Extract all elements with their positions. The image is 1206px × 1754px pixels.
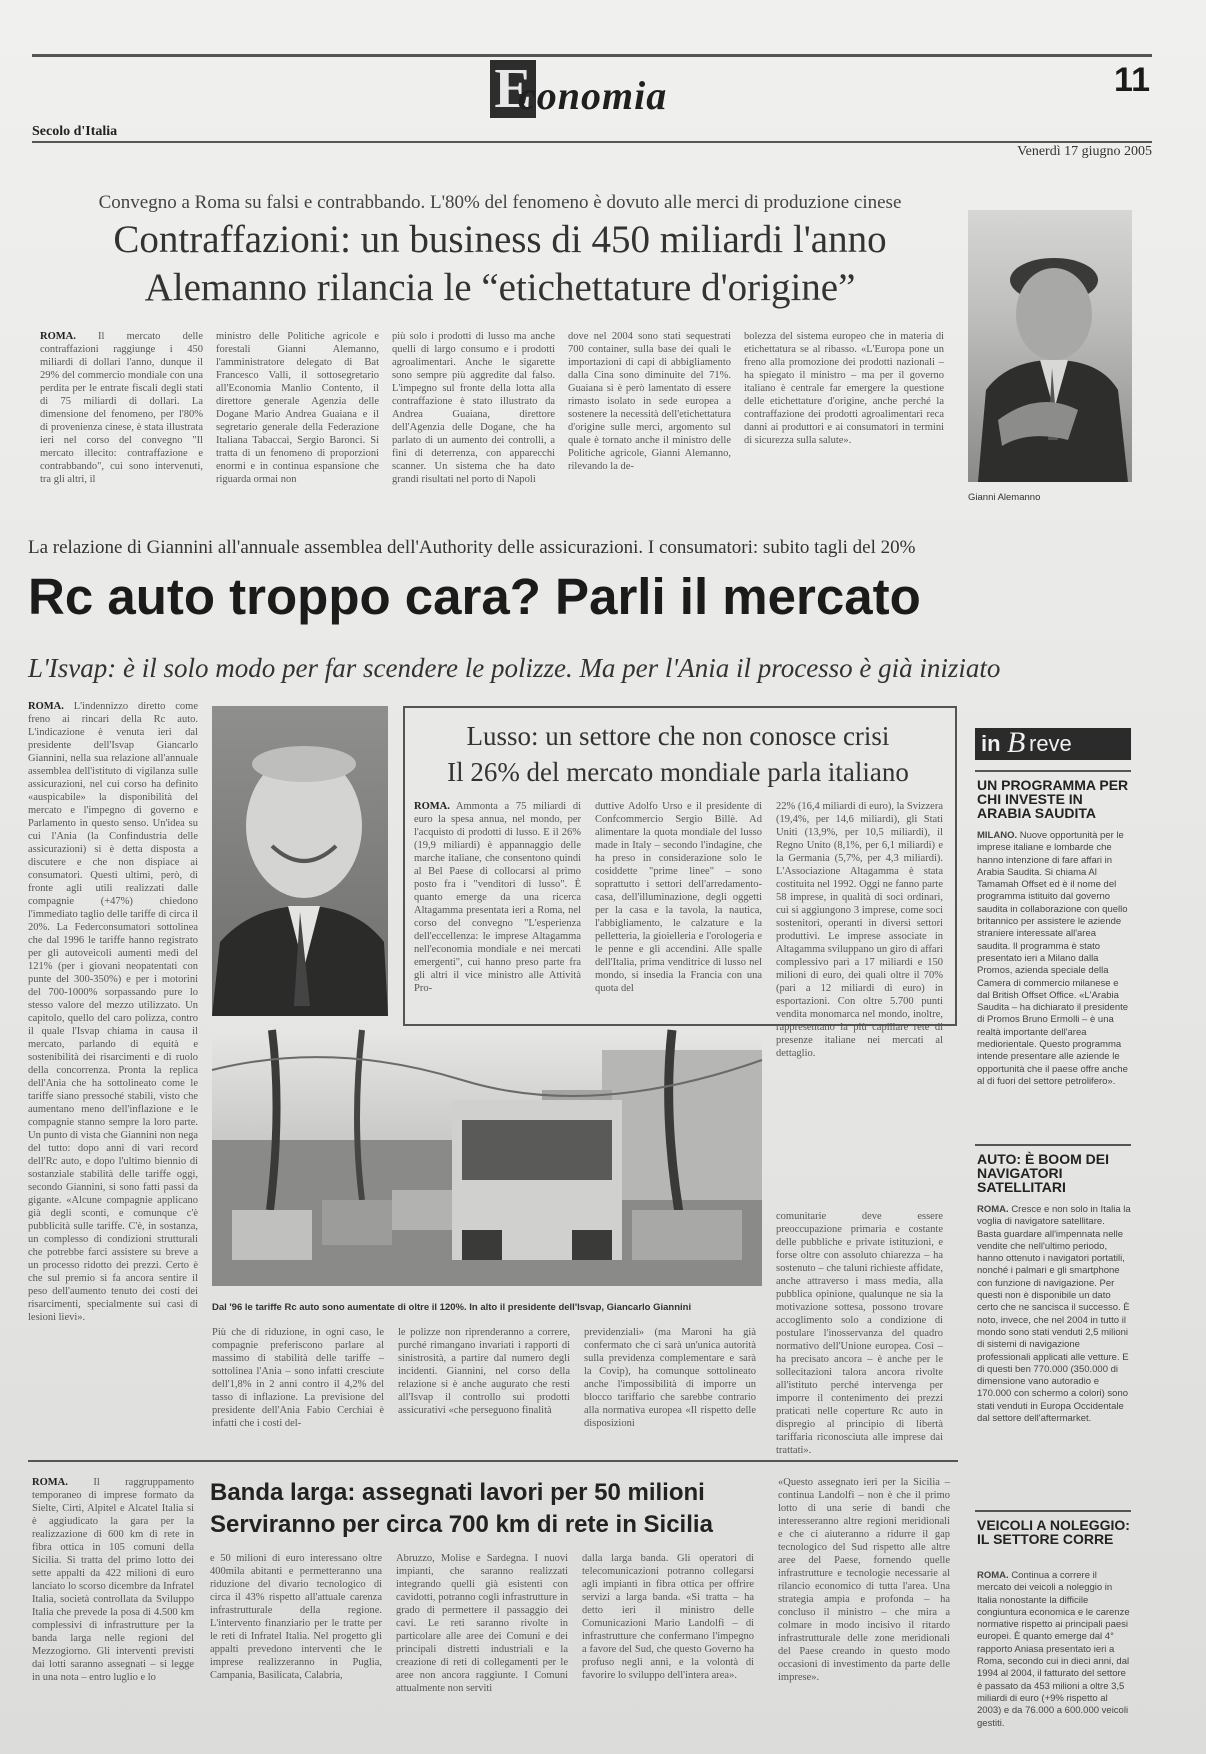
article2-text-left: L'indennizzo diretto come freno ai rincari della Rc auto. L'indicazione è venuta ieri dal presidente dell'Isvap Giancarlo Giannini, nella sua relazione all'annuale assemblea dell'istituto di vigilanza sulle assicurazioni, nel cui corso ha definito «auspicabile» la disponibilità del mercato e l'impegno di governo e Parlamento in questo senso. Un'idea su cui l'Ania (la Confindustria delle assicurazioni) si è detta disposta a discutere e che non dispiace ai consumatori. Questi ultimi, però, di fronte agli utili realizzati dalle compagnie (+47%) chiedono l'immediato taglio delle tariffe di circa il 20%. La Federconsumatori sottolinea che dal 1996 le tariffe hanno registrato per gli autoveicoli aumenti medi del 121% (per i giovani neopatentati con punte del 300-350%) e per i motorini del 700-1000% sorpassando pure lo stesso valore del mezzo utilizzato. Un capitolo, quello del caro polizza, contro il quale l'Isvap chiama in causa il mercato, parlando di equità e sostenibilità dei risarcimenti e di ruolo della concorrenza. Pronta la replica dell'Ania che ha sottolineato come le tariffe siano pressoché stabili, visto che aumentano meno dell'inflazione e le compagnie stanno sempre la loro parte. Un punto di vista che Giannini non nega del tutto: dopo anni di vari record dell'Rc auto, e dopo l'ultimo biennio di sostanziale stabilità delle tariffe oggi, secondo Giannini, si sono fatti passi da gigante. «Alcune compagnie applicano già degli sconti, e comunque c'è pubblicità sulle tariffe. C'è, in sostanza, un complesso di condizioni strutturali che potrebbe farci assistere su breve a un processo ridotto dei prezzi. Certo è che sul premio si fa ancora sentire il peso dell'aumento tenuto dei costi dei risarcimenti, specialmente sui casi di lesioni lievi».: [28, 701, 199, 1323]
article4-column-1: [210, 1552, 382, 1738]
article1-text-2: ministro delle Politiche agricole e forestali Gianni Alemanno, l'amministratore delegato di Bat Francesco Valli, il sottosegretario all'Economia Manlio Contento, il direttore generale Agenzia delle Dogane Mario Andrea Guaiana e il segretario generale della Federazione Italiana Tabaccai, Sergio Baronci. Si tratta di un fenomeno di proporzioni enormi e in continua espansione che riguarda ormai non: [216, 331, 379, 485]
article1-title-line1: Contraffazioni: un business di 450 miliardi l'anno: [113, 218, 887, 261]
brief1-dateline: MILANO.: [977, 830, 1018, 841]
article2-column-b1: [212, 1326, 384, 1438]
inbreve-rule-1: [975, 770, 1131, 772]
brief2-title: AUTO: È BOOM DEI NAVIGATORI SATELLITARI: [977, 1151, 1109, 1195]
article4-column-3: [582, 1552, 754, 1738]
article4-top-rule: [28, 1460, 958, 1462]
article2-column-left: [28, 700, 198, 1330]
article4-dateline: ROMA.: [32, 1477, 68, 1488]
alemanno-portrait: [968, 210, 1132, 482]
section-title: conomia: [518, 73, 668, 118]
brief2-body: Cresce e non solo in Italia la voglia di navigatore satellitare. Basta guardare all'impennata nelle vendite che nell'ultimo periodo, hanno ottenuto i navigatori portatili, nonché i palmari e gli smartphone con funzione di navigazione. Per questi non è disponibile un dato certo che ne sancisca il successo. È noto, invece, che nel 2004 in tutto il mondo sono stati venduti 2,5 milioni di sistemi di navigazione professionali applicati alle vetture. E di questi ben 770.000 (350.000 di dimensione vano autoradio e 170.000 con schermo a colori) sono stati venduti in Europa Occidentale dal settore dell'aftermarket.: [977, 1204, 1131, 1425]
article4-title-line2: Serviranno per circa 700 km di rete in Sicilia: [210, 1511, 713, 1538]
article4-column-2: [396, 1552, 568, 1738]
alemanno-photo: [968, 210, 1132, 482]
brief3-text: [977, 1570, 1131, 1740]
traffic-photo-caption: Dal '96 le tariffe Rc auto sono aumentate di oltre il 120%. In alto il presidente dell'Isvap, Giancarlo Giannini: [212, 1302, 692, 1313]
section-logo: [490, 60, 720, 120]
alemanno-caption: Gianni Alemanno: [968, 492, 1041, 503]
article2-subtitle: L'Isvap: è il solo modo per far scendere le polizze. Ma per l'Ania il processo è già iniziato: [28, 653, 1001, 683]
article3-text-1: Ammonta a 75 miliardi di euro la spesa annua, nel mondo, per l'acquisto di prodotti di lusso. E il 26% (19,9 miliardi) è appannaggio delle marche italiane, che consentono quindi al Bel Paese di collocarsi al primo posto fra i "venditori di lusso". È quanto emerge da una ricerca Altagamma presentata ieri a Roma, nel corso del convegno "L'esperienza dell'eccellenza: le imprese Altagamma nell'economia mondiale e nei mercati emergenti", cui hanno preso parte fra gli altri il vice ministro alle Attività Pro-: [414, 801, 581, 994]
article2-text-b1: Più che di riduzione, in ogni caso, le compagnie preferiscono parlare al massimo di stabilità delle tariffe – sottolinea l'Ania – sono infatti cresciute dell'1,8% in 2 anni contro il 4,2% del tasso di inflazione. La previsione del presidente dell'Ania Fabio Cerchiai è infatti che i costi del-: [212, 1327, 384, 1429]
article2-title: Rc auto troppo cara? Parli il mercato: [28, 568, 921, 625]
article1-column-5: [744, 330, 944, 502]
article1-text-3: più solo i prodotti di lusso ma anche quelli di largo consumo e i prodotti agroalimentari. Anche le sigarette sono sempre più aggredite dal falso. L'impegno sul fronte della lotta alla contraffazione è stato illustrato da Andrea Guaiana, direttore dell'Agenzia delle Dogane, che ha parlato di un aumento dei controlli, a fini di deterrenza, con apparecchi scanner. Un sistema che ha dato grandi risultati nel porto di Napoli: [392, 331, 555, 485]
giannini-portrait: [212, 706, 388, 1016]
article3-text-2: duttive Adolfo Urso e il presidente di Confcommercio Sergio Billè. Ad alimentare la quota mondiale del lusso made in Italy – secondo l'indagine, che ha preso in considerazione solo le cosiddette "prime linee" – sono soprattutto i settori dell'arredamento-casa, dell'illuminazione, degli oggetti per la casa e la tavola, la nautica, l'abbigliamento, le calzature e la pelletteria, la gioielleria e l'orologeria e le penne e gli accendini. Alle spalle dell'Italia, prima venditrice di lusso nel mondo, si insedia la Francia con una quota del: [595, 801, 762, 994]
header-bottom-rule: [32, 141, 1152, 143]
article3-column-1: [414, 800, 581, 1014]
article1-text-1: Il mercato delle contraffazioni raggiunge i 450 miliardi di dollari l'anno, dunque il 29% del commercio mondiale con una perdita per le entrate fiscali degli stati di 75 miliardi di dollari. La dimensione del fenomeno, per l'80% di provenienza cinese, è stata illustrata ieri nel corso del convegno "Il mercato illecito: contraffazione e contrabbando", cui sono intervenuti, tra gli altri, il: [40, 331, 204, 485]
article3-dateline: ROMA.: [414, 801, 450, 812]
brief2-text: [977, 1204, 1131, 1502]
article1-column-3: [392, 330, 555, 502]
article4-text-1: e 50 milioni di euro interessano oltre 400mila abitanti e permetteranno una riduzione del divario tecnologico di circa il 43% rispetto all'attuale carenza infrastrutturale della regione. L'intervento finanziario per le tratte per le reti di Infratel Italia. Nel progetto gli appalti prevedono interventi che le imprese realizzeranno in Puglia, Campania, Basilicata, Calabria,: [210, 1553, 382, 1681]
brief3-body: Continua a correre il mercato dei veicoli a noleggio in Italia nonostante la difficile congiuntura economica e le carenze normative rispetto ai principali paesi europei. È quanto emerge dal 4° rapporto Aniasa presentato ieri a Roma, secondo cui in dieci anni, dal 1994 al 2004, il fatturato del settore è passato da 453 milioni a oltre 3,5 miliardi di euro (+9% rispetto al 2003) e da 76.000 a 600.000 veicoli gestiti.: [977, 1570, 1130, 1729]
article4-column-left: [32, 1476, 194, 1738]
article3-title-line2: Il 26% del mercato mondiale parla italiano: [447, 757, 909, 787]
article1-kicker: Convegno a Roma su falsi e contrabbando. L'80% del fenomeno è dovuto alle merci di produzione cinese: [98, 192, 902, 213]
article3-title-line1: Lusso: un settore che non conosce crisi: [466, 721, 890, 751]
brief2-dateline: ROMA.: [977, 1204, 1009, 1215]
article4-text-left: Il raggruppamento temporaneo di imprese formato da Sielte, Cirti, Alpitel e Alcatel Italia si è aggiudicato la gara per la realizzazione di 600 km di rete in fibra ottica in 105 comuni della Sicilia. Si tratta del primo lotto dei sette appalti da 422 milioni di euro lanciato lo scorso dicembre da Infratel Italia, società controllata da Sviluppo Italia che prevede la posa di 4.500 km complessivi di infrastrutture per la banda larga nelle regioni del Mezzogiorno. Gli interventi previsti dai lotti saranno assegnati – si legge in una nota – entro luglio e lo: [32, 1477, 194, 1683]
article4-title-line1: Banda larga: assegnati lavori per 50 milioni: [210, 1479, 705, 1506]
article2-column-b2: [398, 1326, 570, 1438]
traffic-photo: [212, 1030, 762, 1286]
article4-text-4: «Questo assegnato ieri per la Sicilia – continua Landolfi – non è che il primo lotto di una serie di bandi che interesseranno altre regioni meridionali e che ci aiuteranno a ridurre il gap tecnologico del Sud rispetto alle altre aree del Paese, fornendo quelle infrastrutture e tecnologie necessarie al rilancio economico di tutta l'area. Una strategia ampia e profonda – ha concluso il ministro – che mira a colmare in modo incisivo il ritardo infrastrutturale delle zone meridionali del Paese creando in questo modo occasioni di investimento da parte delle imprese».: [778, 1477, 950, 1683]
article4-text-3: dalla larga banda. Gli operatori di telecomunicazioni potranno collegarsi agli impianti in fibra ottica per offrire servizi a larga banda. «Si tratta – ha detto ieri il ministro delle Comunicazioni Mario Landolfi – di infrastrutture che confermano l'impegno a favore del Sud, che questo Governo ha profuso negli anni, e la volontà di favorire lo sviluppo dell'intera area».: [582, 1553, 754, 1681]
article3-column-3: [776, 800, 943, 1210]
article2-column-b3: [584, 1326, 756, 1438]
giannini-photo: [212, 706, 388, 1016]
article3-column-2: [595, 800, 762, 1014]
inbreve-logo-in: in: [981, 731, 1001, 756]
article4-column-4: [778, 1476, 950, 1738]
article1-column-1: [40, 330, 203, 502]
article1-text-5: bolezza del sistema europeo che in materia di etichettatura se al ribasso. «L'Europa pone un freno alla promozione dei prodotti nazionali – ha spiegato il ministro – ma per il governo italiano è centrale far emergere la questione delle etichettature d'origine, anche perché la contraffazione dei prodotti agroalimentari reca danni ai produttori e ai consumatori in termini di sicurezza sulla salute».: [744, 331, 944, 446]
article4-text-2: Abruzzo, Molise e Sardegna. I nuovi impianti, che saranno realizzati integrando quelli già esistenti con cavidotti, potranno cogli infrastrutture in grado di permettere il passaggio dei cavi. Le reti saranno rivolte in particolare alle aree dei Comuni e dei principali distretti industriali e la creazione di reti di collegamenti per le aree non ancora raggiunte. I Comuni attualmente non serviti: [396, 1553, 568, 1694]
traffic-scene: [212, 1030, 762, 1286]
brief1-title: UN PROGRAMMA PER CHI INVESTE IN ARABIA SAUDITA: [977, 777, 1129, 821]
inbreve-logo-b: B: [1007, 726, 1026, 759]
article2-text-b2: le polizze non riprenderanno a correre, purché rimangano invariati i rapporti di sinistrosità, a partire dal numero degli incidenti. Giannini, nel corso della relazione si è anche augurato che resti all'Isvap il controllo sui prodotti assicurativi «che perseguono finalità: [398, 1327, 570, 1416]
header-top-rule: [32, 54, 1152, 57]
page-number: 11: [1114, 61, 1150, 99]
article3-text-3: 22% (16,4 miliardi di euro), la Svizzera (19,4%, per 14,6 miliardi), gli Stati Uniti (13,9%, per 10,5 miliardi), il Regno Unito (8,1%, per 6,1 miliardi) e la Germania (5,7%, per 4,3 miliardi). L'Associazione Altagamma è stata costituita nel 1992. Oggi ne fanno parte 58 imprese, in qualità di soci ordinari, cui si aggiungono 3 imprese, come soci sostenitori, operanti in diversi settori produttivi. Le imprese associate in Altagamma sviluppano un giro di affari complessivo pari a 17 miliardi e 150 milioni di euro, dei quali oltre il 70% (pari a 12 miliardi di euro) in esportazioni. Con oltre 5.700 punti vendita monomarca nel mondo, inoltre, rappresentano la più capillare rete di presenze italiane nei mercati al dettaglio.: [776, 801, 943, 1059]
inbreve-logo-rest: reve: [1029, 731, 1072, 756]
section-initial: E: [490, 60, 536, 118]
article1-column-4: [568, 330, 731, 502]
brief3-dateline: ROMA.: [977, 1570, 1009, 1581]
masthead: Secolo d'Italia: [32, 124, 118, 139]
article1-title-line2: Alemanno rilancia le “etichettature d'origine”: [144, 266, 856, 309]
brief3-title: VEICOLI A NOLEGGIO: IL SETTORE CORRE: [977, 1517, 1130, 1547]
inbreve-logo: [975, 728, 1131, 760]
article1-dateline: ROMA.: [40, 331, 76, 342]
article2-column-b4: [776, 1210, 943, 1456]
brief1-text: [977, 830, 1131, 1128]
article2-kicker: La relazione di Giannini all'annuale assemblea dell'Authority delle assicurazioni. I consumatori: subito tagli del 20%: [28, 537, 916, 558]
article2-text-b3: previdenziali» (ma Maroni ha già confermato che ci sarà un'unica autorità sulla previdenza complementare e sarà la Covip), ha comunque sottolineato anche l'impossibilità di imporre un blocco tariffario che sarebbe contrario alla normativa europea «Il rispetto delle disposizioni: [584, 1327, 756, 1429]
issue-date: Venerdì 17 giugno 2005: [1017, 144, 1152, 159]
brief1-body: Nuove opportunità per le imprese italiane e lombarde che hanno intenzione di fare affari in Arabia Saudita. Si chiama Al Tamamah Offset ed è il nome del programma istituito dal governo saudita in collaborazione con quello britannico per assistere le aziende straniere interessate all'area saudita. Il programma è stato presentato ieri a Milano dalla Promos, azienda speciale della Camera di commercio milanese e dal British Offset Office. «L'Arabia Saudita – ha dichiarato il presidente di Promos Bruno Ermolli – è una realtà importante dell'area mediorientale. Questo programma intende presentare alle aziende le opportunità che il paese offre anche al di fuori del settore petrolifero».: [977, 830, 1129, 1087]
article2-text-b4: comunitarie deve essere preoccupazione primaria e costante delle pubbliche e private istituzioni, e forse oltre con assoluto chiarezza – ha sostenuto – che taluni richieste affidate, anche attraverso i mass media, alla pubblica opinione, qualunque ne sia la motivazione sottesa, possono trovare accoglimento solo a condizione di postulare l'inosservanza del quadro normativo dell'Unione europea. Così – ha precisato ancora – è anche per le sollecitazioni talora ancora rivolte all'istituto perché intervenga per imporre il contenimento dei prezzi praticati nelle coperture Rc auto in dispregio al principio di libertà tariffaria riconosciuta alle imprese dai trattati».: [776, 1211, 943, 1456]
article1-column-2: [216, 330, 379, 502]
inbreve-rule-3: [975, 1510, 1131, 1512]
article2-dateline: ROMA.: [28, 701, 64, 712]
article1-text-4: dove nel 2004 sono stati sequestrati 700 container, sulla base dei quali le importazioni di capi di abbigliamento dalla Cina sono diminuite del 71%. Guaiana si è però lamentato di essere rimasto isolato in sede europea a sostenere la necessità dell'etichettatura d'origine sulle merci, argomento sul quale è tornato anche il ministro delle Politiche agricole, Gianni Alemanno, rilevando la de-: [568, 331, 731, 472]
inbreve-rule-2: [975, 1144, 1131, 1146]
